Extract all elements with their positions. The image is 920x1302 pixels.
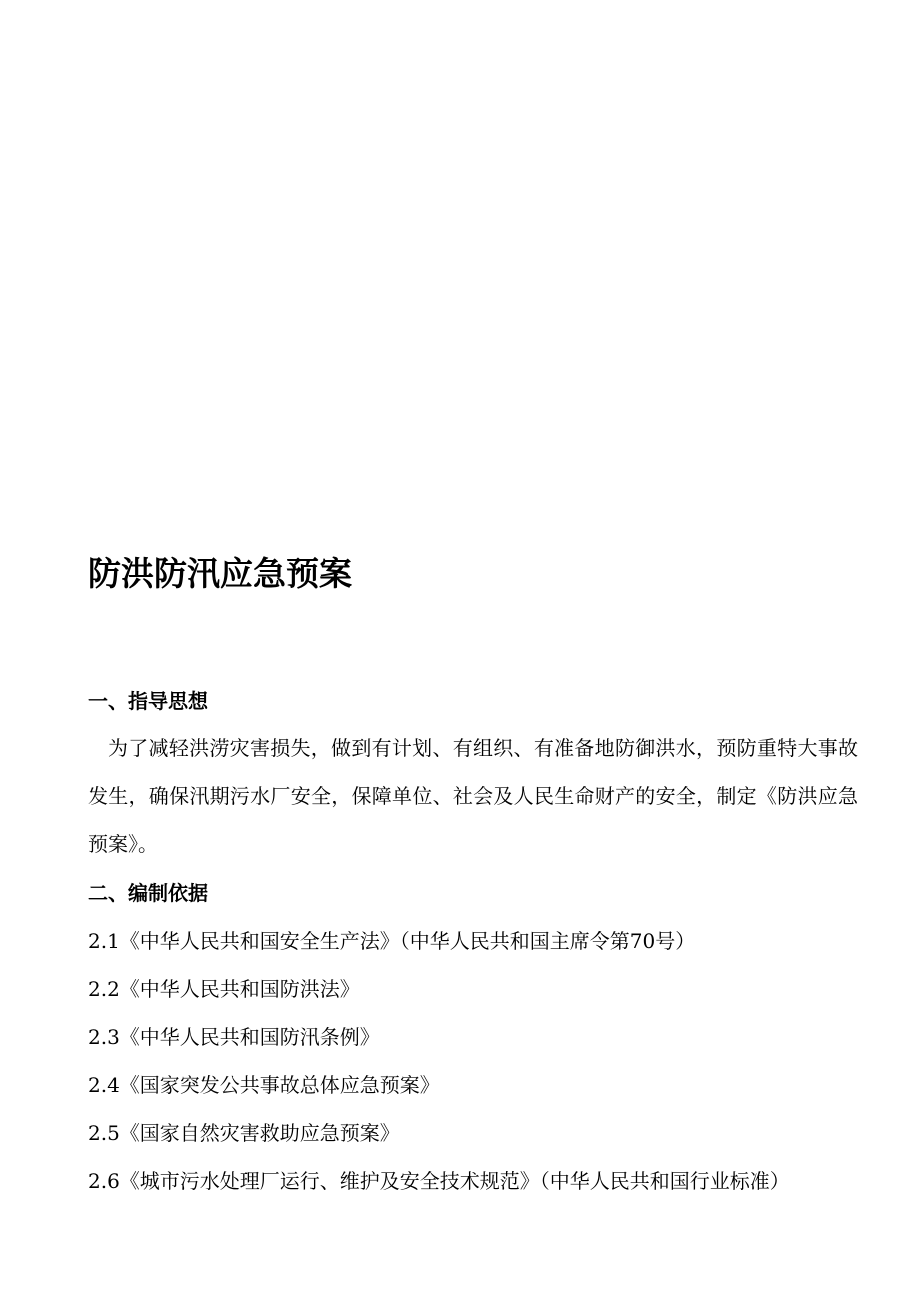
reference-item: 2.4《国家突发公共事故总体应急预案》	[88, 1073, 440, 1097]
reference-item: 2.3《中华人民共和国防汛条例》	[88, 1025, 380, 1049]
document-title: 防洪防汛应急预案	[88, 554, 352, 593]
reference-item: 2.1《中华人民共和国安全生产法》（中华人民共和国主席令第70号）	[88, 929, 696, 953]
section-heading-compilation-basis: 二、编制依据	[88, 881, 208, 905]
section-heading-guiding-principles: 一、指导思想	[88, 689, 208, 713]
section-paragraph-guiding-principles: 为了减轻洪涝灾害损失，做到有计划、有组织、有准备地防御洪水，预防重特大事故发生，确保汛期污水厂安全，保障单位、社会及人民生命财产的安全，制定《防洪应急预案》。	[88, 736, 858, 856]
reference-item: 2.6《城市污水处理厂运行、维护及安全技术规范》（中华人民共和国行业标准）	[88, 1169, 790, 1193]
reference-item: 2.5《国家自然灾害救助应急预案》	[88, 1121, 400, 1145]
reference-item: 2.2《中华人民共和国防洪法》	[88, 977, 360, 1001]
